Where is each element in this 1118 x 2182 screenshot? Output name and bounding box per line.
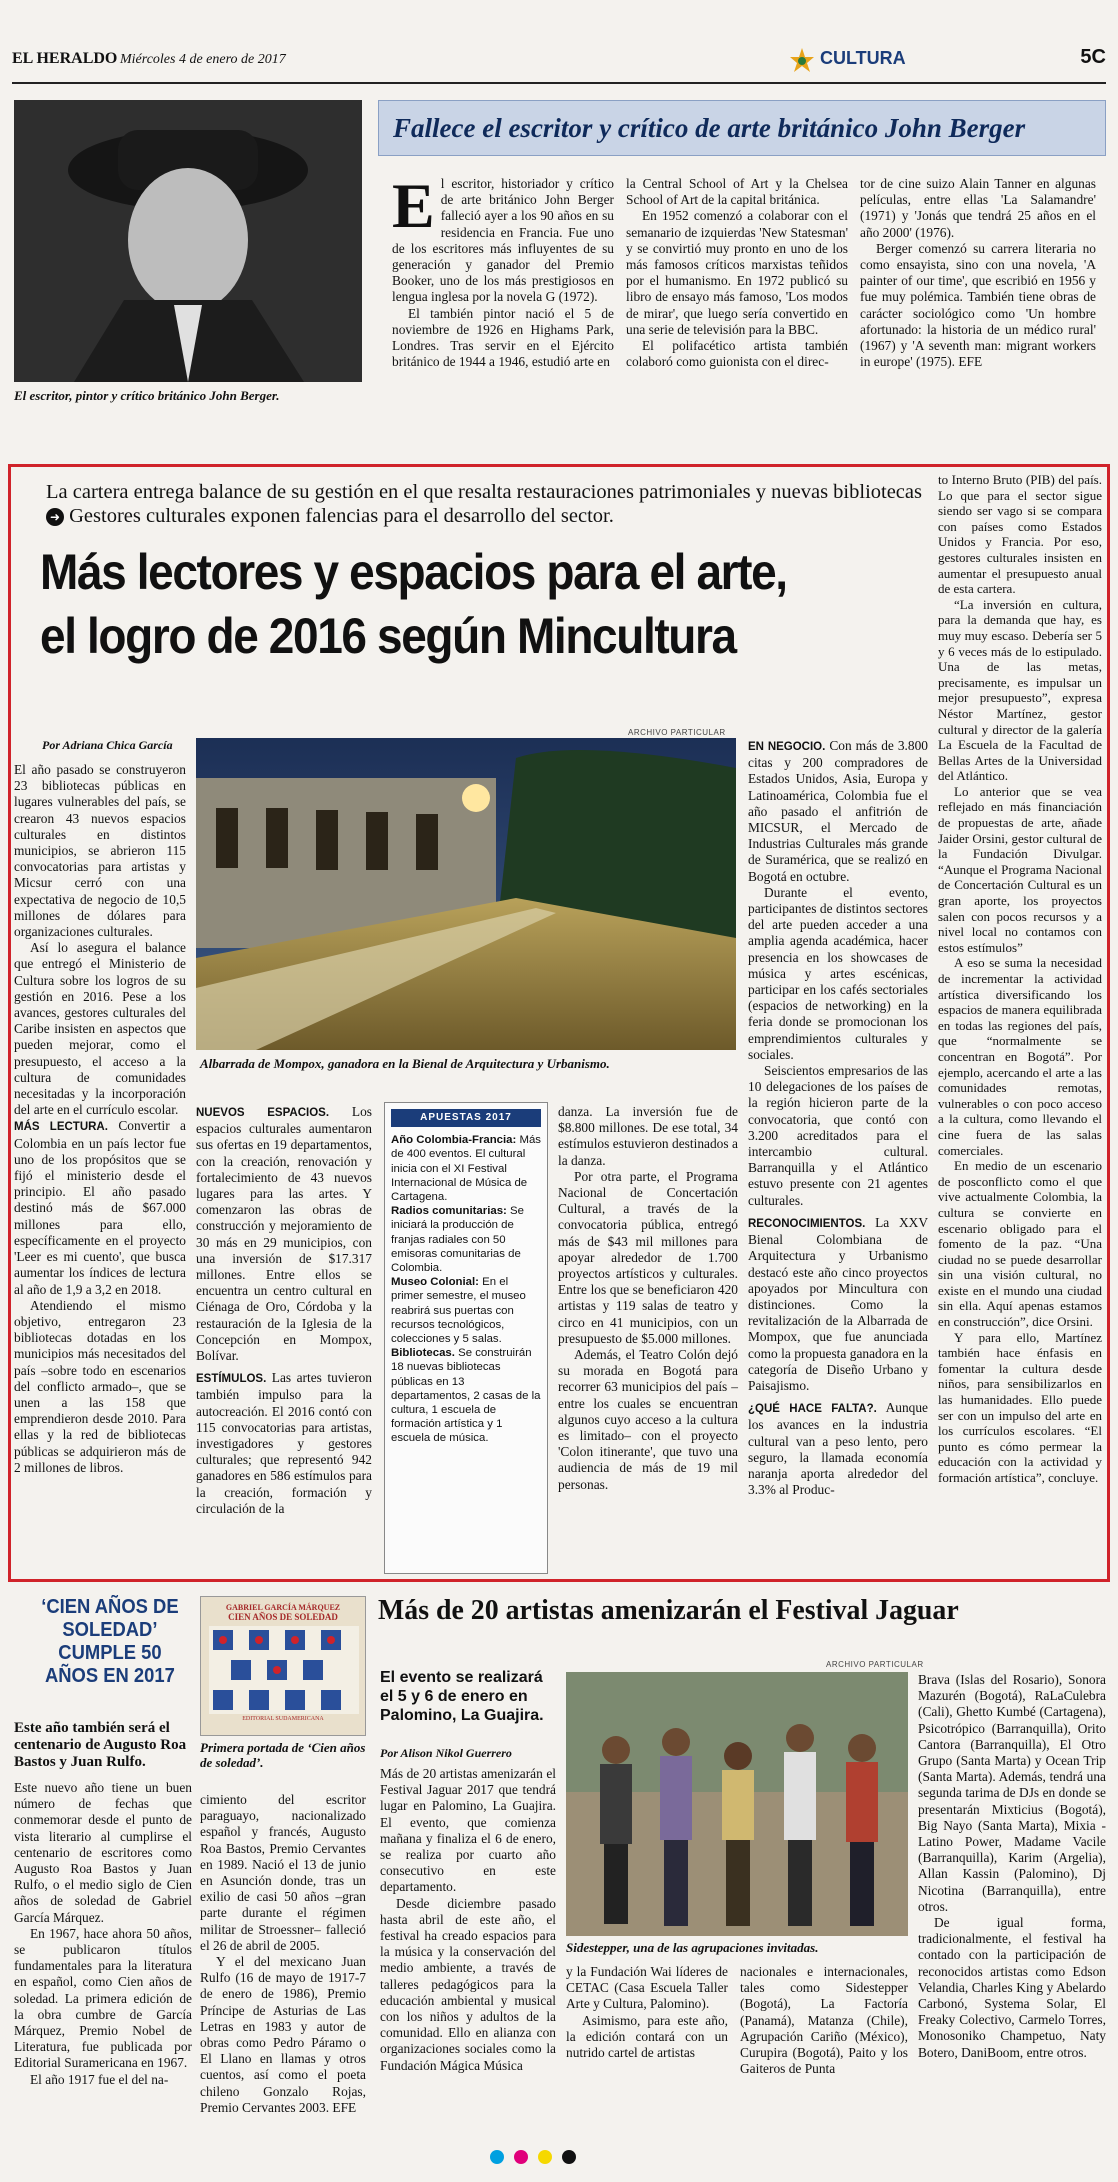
jaguar-col-3: nacionales e internacionales, tales como Sidestepper (Bogotá), La Factoría (Panamá), Matanza (Chile), Agrupación Cariño (México), Curupira (Bogotá), Paito y los Gaiteros de Punta	[740, 1964, 908, 2077]
apuestas-sidebar	[384, 1102, 548, 1574]
print-registration-marks	[490, 2150, 630, 2166]
lead-mas-lectura: MÁS LECTURA.	[14, 1121, 108, 1134]
main-headline-line-2: el logro de 2016 según Mincultura	[40, 608, 736, 664]
sidestepper-caption: Sidestepper, una de las agrupaciones invitadas.	[566, 1940, 819, 1955]
main-col-1: El año pasado se construyeron 23 bibliotecas públicas en lugares vulnerables del país, se crearon 43 nuevos espacios culturales en distintos municipios, se abrieron 115 convocatorias para artistas y Micsur cerró con una expectativa de negocio de 10,5 millones de dólares para organizaciones culturales. Así lo asegura el balance que entregó el Ministerio de Cultura sobre los logros de su gestión en 2016. Pese a los avances, gestores culturales del Caribe insisten en aspectos que pueden mejorar, como el presupuesto, el acceso a la cultura de comunidades necesitadas y la incorporación del arte en el currículo escolar. MÁS LECTURA. Convertir a Colombia en un país lector fue uno de los propósitos que se fijó el ministerio desde el principio. El año pasado destinó más de $67.000 millones para ello, específicamente en el proyecto 'Leer es mi cuento', que busca aumentar los índices de lectura al año de 1,9 a 3,2 en 2018. Atendiendo el mismo objetivo, entregaron 23 bibliotecas dotadas en los municipios más necesitados del país –sobre todo en escenarios del conflicto armado–, que se unen a las 158 que emprendieron desde 2010. Para ellas y la red de bibliotecas públicas se adquirieron más de 2 millones de libros.	[14, 762, 186, 1475]
jaguar-deck: El evento se realizará el 5 y 6 de enero en Palomino, La Guajira.	[380, 1669, 544, 1724]
page-number: 5C	[1080, 46, 1106, 68]
masthead	[12, 44, 1106, 84]
jaguar-headline: Más de 20 artistas amenizarán el Festival Jaguar	[378, 1594, 959, 1626]
issue-date: Miércoles 4 de enero de 2017	[120, 52, 286, 67]
arrow-right-icon: ➜	[46, 508, 64, 526]
berger-dropcap: E	[392, 170, 435, 241]
apuestas-title: APUESTAS 2017	[391, 1109, 541, 1127]
berger-headline: Fallece el escritor y crítico de arte británico John Berger	[393, 113, 1026, 143]
book-pattern	[209, 1626, 359, 1714]
apuesta-item: Radios comunitarias: Se iniciará la producción de franjas radiales con 50 emisoras comunitarias de Colombia.	[391, 1205, 524, 1275]
mompox-caption: Albarrada de Mompox, ganadora en la Bienal de Arquitectura y Urbanismo.	[200, 1056, 610, 1071]
lead-nuevos-espacios: NUEVOS ESPACIOS.	[196, 1107, 330, 1119]
cien-caption: Primera portada de ‘Cien años de soledad’.	[200, 1740, 366, 1770]
cien-book-cover: GABRIEL GARCÍA MÁRQUEZ CIEN AÑOS DE SOLEDAD EDITORIAL SUDAMERICANA	[200, 1596, 366, 1736]
main-col-5: to Interno Bruto (PIB) del país. Lo que para el sector sigue siendo ser vago si se compara con países como Estados Unidos y Francia. Por eso, gestores culturales insisten en aumentar el presupuesto anual de esta cartera. “La inversión en cultura, para la demanda que hay, es muy muy escaso. Debería ser 5 y 6 veces más de lo estipulado. Una de las metas, precisamente, es impulsar un mejor presupuesto”, expresa Néstor Martínez, gestor cultural y director de la galería La Escuela de la Facultad de Bellas Artes de la Universidad del Atlántico. Lo anterior que se vea reflejado en más financiación de propuestas de arte, añade Jaider Orsini, gestor cultural de la Fundación Divulgar. “Aunque el Programa Nacional de Concertación Cultural es un gran aporte, los proyectos salen con pocos recursos y a nivel local no contamos con estos estímulos” A eso se suma la necesidad de incrementar la actividad artística diversificando los espacios de manera equilibrada en todas las regiones del país, que “normalmente se concentran en Bogotá”. Por ejemplo, acercando el arte a las comunidades remotas, vulnerables o con poco acceso a la cultura, como llevando el cine fuera de las salas comerciales. En medio de un escenario de posconflicto como el que vive actualmente Colombia, la cultura se convierte en escenario obligado para el fomento de la paz. “Una ciudad no se puede desarrollar sin una visión cultural, no existe en el mundo una ciudad sin ella. Aquí apenas estamos en construcción”, dice Orsini. Y para ello, Martínez también hace énfasis en fomentar la cultura desde niños, para sensibilizarlos en las humanidades. Ello puede ser con un impulso del arte en los currículos escolares. “El punto es cómo permear la educación con la actividad y formación artística”, concluye.	[938, 472, 1102, 1485]
main-col-2: NUEVOS ESPACIOS. Los espacios culturales aumentaron sus ofertas en 19 departamentos, con la creación, renovación y fortalecimiento de 43 nuevos lugares para las artes. Y comenzaron las obras de construcción y mejoramiento de 30 más en 29 municipios, con una inversión de $17.317 millones. Entre ellos se encuentra un centro cultural en Ciénaga de Oro, Córdoba y la restauración de la Iglesia de la Concepción en Mompox, Bolívar. ESTÍMULOS. Las artes tuvieron también impulso para la autocreación. El 2016 contó con 115 convocatorias para artistas, investigadores y gestores culturales; que representó 942 ganadores en 586 estímulos para la creación, formación y circulación de la	[196, 1104, 372, 1516]
jaguar-byline: Por Alison Nikol Guerrero	[380, 1746, 512, 1760]
main-headline	[40, 540, 868, 668]
main-photo-credit: ARCHIVO PARTICULAR	[628, 728, 726, 737]
jaguar-photo-credit: ARCHIVO PARTICULAR	[826, 1660, 924, 1669]
paper-name: EL HERALDO	[12, 50, 118, 67]
lead-reconocimientos: RECONOCIMIENTOS.	[748, 1217, 866, 1230]
sidestepper-photo	[566, 1672, 908, 1936]
lead-en-negocio: EN NEGOCIO.	[748, 741, 826, 753]
lead-estimulos: ESTÍMULOS.	[196, 1373, 267, 1386]
mompox-photo	[196, 738, 736, 1050]
main-kicker: La cartera entrega balance de su gestión en el que resalta restauraciones patrimoniales y nuevas bibliotecas ➜ Gestores culturales exponen falencias para el desarrollo del sector.	[46, 481, 922, 527]
berger-col-1: E l escritor, historiador y crítico de arte británico John Berger falleció ayer a los 90 años en su residencia en Francia. Fue uno de los escritores más influyentes de su generación y ganador del Premio Booker, uno de los más prestigiosos en lengua inglesa por la novela G (1972). El también pintor nació el 5 de noviembre de 1926 en Highams Park, Londres. Tras servir en el Ejército británico de 1944 a 1946, estudió arte en	[392, 170, 614, 370]
main-col-4: EN NEGOCIO. Con más de 3.800 citas y 200 compradores de Estados Unidos, Asia, Europa y Latinoamérica, Colombia fue el año pasado el anfitrión de MICSUR, el Mercado de Industrias Culturales más grande de Suramérica, que se realizó en Bogotá en octubre. Durante el evento, participantes de distintos sectores del arte pueden acceder a una amplia agenda académica, hacer presencia en los showcases de música y artes escénicas, participar en los cafés sectoriales (espacios de networking) en la feria donde se promocionan los emprendimientos culturales y sociales. Seiscientos empresarios de las 10 delegaciones de los países de la región hicieron parte de la convocatoria, que contó con 3.200 acreditados para el intercambio cultural. Barranquilla y el Atlántico estuvo presente con 21 agentes culturales. RECONOCIMIENTOS. La XXV Bienal Colombiana de Arquitectura y Urbanismo destacó este año cinco proyectos apoyados por Mincultura con distinciones. Como la revitalización de la Albarrada de Mompox, que fue anunciada como la propuesta ganadora en la categoría de Diseño Urbano y Paisajismo. ¿QUÉ HACE FALTA?. Aunque los avances en la industria cultural van a peso lento, pero seguro, la llamada economía naranja aporta alrededor del 3.3% al Produc-	[748, 738, 929, 1498]
apuesta-item: Museo Colonial: En el primer semestre, el museo reabrirá sus puertas con recursos tecnológicos, colecciones y 5 salas.	[391, 1276, 526, 1346]
section-icon	[788, 46, 816, 74]
jaguar-col-4: Brava (Islas del Rosario), Sonora Mazurén (Bogotá), RaLaCulebra (Cali), Ghetto Kumbé (Cartagena), Psicotrópico (Barranquilla), Orito Cantora (Barranquilla), El Otro Grupo (Santa Marta) y Ocean Trip (Santa Marta). Además, tendrá una segunda tarima de DJs en donde se presentarán Mixticius (Bogotá), Big Nayo (Santa Marta), Mixia - Latino Power, Madame Vacile (Barranquilla), Karim (Argelia), Allan Kassin (Palomino), Dj Nicotina (Barranquilla), entre otros. De igual forma, tradicionalmente, el festival ha contado con la participación de reconocidos artistas como Edson Velandia, Charles King y Abelardo Carbonó, Systema Solar, El Freaky Colectivo, Carmelo Torres, Monosoniko Champetuo, Naty Botero, DaniBoom, entre otros.	[918, 1672, 1106, 2060]
berger-headline-band	[378, 100, 1106, 156]
cien-col-2: cimiento del escritor paraguayo, nacionalizado español y francés, Augusto Roa Bastos, Premio Cervantes en 1989. Nació el 13 de junio en Asunción donde, tras un exilio de casi 50 años –gran parte durante el régimen militar de Stroessner– falleció el 26 de abril de 2005. Y el del mexicano Juan Rulfo (16 de mayo de 1917-7 de enero de 1986), Premio Príncipe de Asturias de Las Letras en 1983 y autor de obras como Pedro Páramo o El Llano en llamas y otros cuentos, así como el poeta chileno Gonzalo Rojas, Premio Cervantes 2003. EFE	[200, 1792, 366, 2115]
cien-headline: ‘CIEN AÑOS DE SOLEDAD’ CUMPLE 50 AÑOS EN 2017	[41, 1596, 179, 1687]
jaguar-col-2: y la Fundación Wai líderes de CETAC (Casa Escuela Taller Arte y Cultura, Palomino). Asimismo, para este año, la edición contará con un nutrido cartel de artistas	[566, 1964, 728, 2061]
cien-col-1: Este nuevo año tiene un buen número de fechas que conmemorar desde el punto de vista literario al cumplirse el centenario de escritores como Augusto Roa Bastos y Juan Rulfo, o el medio siglo de Cien años de soledad de Gabriel García Márquez. En 1967, hace ahora 50 años, se publicaron títulos fundamentales para la literatura en español, como Cien años de soledad. La primera edición de la obra cumbre de García Márquez, Premio Nobel de Literatura, fue publicada por Editorial Suramericana en 1967. El año 1917 fue el del na-	[14, 1780, 192, 2087]
lead-que-hace-falta: ¿QUÉ HACE FALTA?.	[748, 1403, 877, 1416]
berger-col-3: tor de cine suizo Alain Tanner en algunas películas, entre ellas 'La Salamandre' (1971) y 'Jonás que tendrá 25 años en el año 2000' (1976). Berger comenzó su carrera literaria no como ensayista, sino con una novela, 'A painter of our time', que escribió en 1956 y fue muy polémica. También tiene obras de carácter sociológico como 'Un hombre afortunado: la historia de un médico rural' (1967) y 'A seventh man: migrant workers in europe' (1975). EFE	[860, 176, 1096, 370]
cien-deck: Este año también será el centenario de Augusto Roa Bastos y Juan Rulfo.	[14, 1720, 187, 1770]
section-name: CULTURA	[820, 48, 906, 68]
main-col-3: danza. La inversión fue de $8.800 millones. De ese total, 34 estímulos estuvieron destinados a la danza. Por otra parte, el Programa Nacional de Concertación Cultural, a través de la convocatoria pública, entregó más de $43 mil millones para apoyar alrededor de 1.700 proyectos artísticos y culturales. Entre los que se beneficiaron 420 artistas y 119 salas de teatro y circo en 41 municipios, con un presupuesto de $5.000 millones. Además, el Teatro Colón dejó su morada en Bogotá para recorrer 63 municipios del país –entre los cuales se encuentran algunos cuyo acceso a la cultura es limitado– con el proyecto 'Colon itinerante', que tuvo una audiencia de más de 19 mil personas.	[558, 1104, 738, 1492]
apuesta-item: Año Colombia-Francia: Más de 400 eventos. El cultural inicia con el XI Festival Internacional de Música de Cartagena.	[391, 1134, 542, 1204]
berger-col-2: la Central School of Art y la Chelsea School of Art de la capital británica. En 1952 comenzó a colaborar con el semanario de izquierdas 'New Statesman' y se convirtió muy pronto en uno de los más famosos críticos marxistas teñidos por el humanismo. En 1972 publicó su libro de ensayo más famoso, 'Los modos de mirar', que luego sería convertido en una serie de televisión para la BBC. El polifacético artista también colaboró como guionista con el direc-	[626, 176, 848, 370]
main-byline: Por Adriana Chica García	[42, 738, 173, 752]
berger-caption: El escritor, pintor y crítico británico John Berger.	[14, 388, 280, 403]
berger-photo	[14, 100, 362, 382]
main-headline-line-1: Más lectores y espacios para el arte,	[40, 544, 787, 600]
apuesta-item: Bibliotecas. Se construirán 18 nuevas bibliotecas públicas en 13 departamentos, 2 casas de la cultura, 1 escuela de formación artística y 1 escuela de música.	[391, 1347, 541, 1445]
jaguar-col-1: Más de 20 artistas amenizarán el Festival Jaguar 2017 que tendrá lugar en Palomino, La Guajira. El evento, que comienza mañana y finaliza el 6 de enero, se realiza por cuarto año consecutivo en este departamento. Desde diciembre pasado hasta abril de este año, el festival ha creado espacios para la música y la conservación del medio ambiente, a través de talleres pedagógicos para la educación ambiental y musical con los niños y adultos de la comunidad. Ello en alianza con organizaciones sociales como la Fundación Mágica Música	[380, 1766, 556, 2073]
